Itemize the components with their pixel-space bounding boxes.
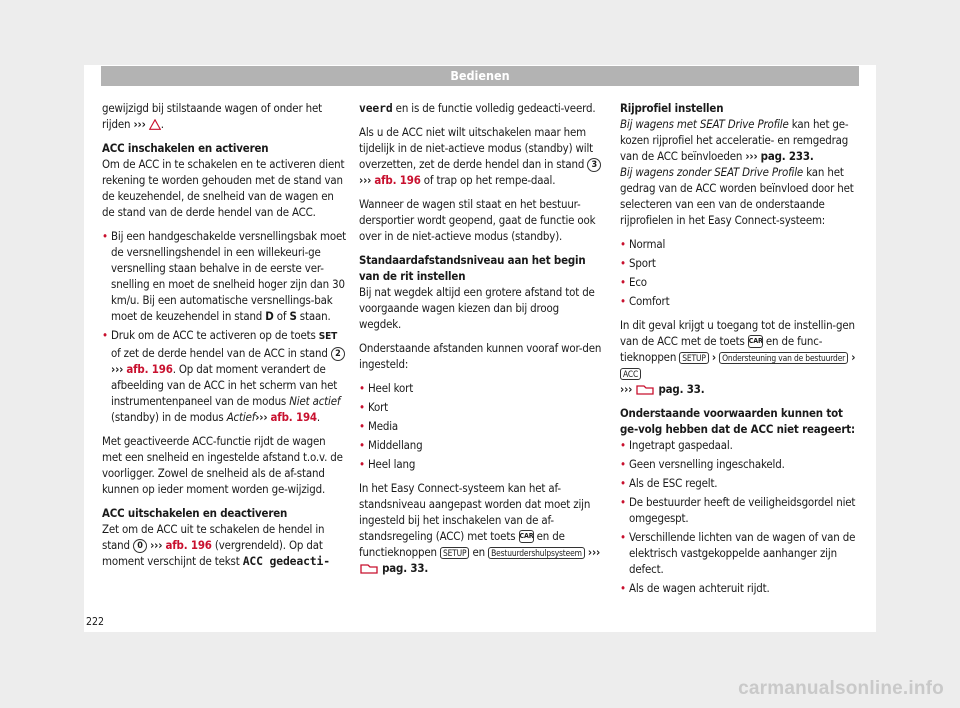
setup-key: SETUP: [440, 547, 469, 559]
arrow-icon: ›››: [150, 538, 163, 552]
gear-letter: D: [265, 309, 274, 323]
text: In dit geval krijgt u toegang tot de instellin-gen van de ACC met de toets: [620, 318, 855, 348]
text: Als u de ACC niet wilt uitschakelen maar hem tijdelijk in de niet-actieve modus (standby) wilt overzetten, zet de derde hendel dan in stand: [359, 125, 594, 171]
figure-link[interactable]: afb. 196: [126, 362, 173, 376]
column-1: [102, 100, 346, 577]
bullet-icon: •: [620, 237, 626, 251]
book-icon: [635, 383, 655, 397]
bullet-icon: •: [620, 530, 626, 544]
text: Normal: [629, 237, 666, 251]
paragraph: [359, 480, 603, 576]
list-item: [620, 456, 863, 472]
arrow-icon: ›››: [620, 382, 633, 396]
figure-link[interactable]: afb. 196: [165, 538, 212, 552]
text: of: [276, 309, 287, 323]
list-item: [620, 255, 863, 271]
arrow-icon: ›››: [745, 149, 758, 163]
watermark: carmanualsonline.info: [738, 678, 944, 699]
text: Kort: [368, 400, 389, 414]
column-2: [359, 100, 603, 584]
display-text: ACC gedeacti-: [242, 554, 330, 568]
text: Geen versnelling ingeschakeld.: [629, 457, 785, 471]
chevron-right-icon: ›: [711, 350, 716, 364]
list-item: [359, 437, 603, 453]
bullet-icon: •: [620, 294, 626, 308]
arrow-icon: ›››: [111, 362, 124, 376]
bullet-icon: •: [359, 381, 365, 395]
text: Verschillende lichten van de wagen of van de elektrisch vastgekoppelde aanhanger zijn defect.: [629, 530, 856, 576]
mode-name: Niet actief: [289, 394, 341, 408]
list-item: [620, 437, 863, 453]
position-number: 3: [587, 158, 601, 172]
bullet-icon: •: [359, 438, 365, 452]
bullet-icon: •: [620, 476, 626, 490]
bullet-icon: •: [620, 581, 626, 595]
text: Middellang: [368, 438, 423, 452]
text: Als de ESC regelt.: [629, 476, 718, 490]
text: (standby) in de modus: [111, 410, 224, 424]
paragraph: [620, 317, 863, 397]
heading: Standaardafstandsniveau aan het begin van de rit instellen: [359, 253, 586, 283]
text: of trap op het rempe-daal.: [423, 173, 556, 187]
text: . Op dat moment verandert de afbeelding van de ACC in het scherm van het instrumentenpaneel van de modus: [111, 362, 338, 408]
text: gewijzigd bij stilstaande wagen of onder het rijden: [102, 101, 322, 131]
book-icon: [359, 562, 379, 576]
list-item: [359, 418, 603, 434]
bullet-icon: •: [102, 328, 108, 342]
page-link[interactable]: pag. 233.: [760, 149, 814, 163]
text: kan het ge-kozen rijprofiel het acceleratie- en remgedrag van de ACC beïnvloeden: [620, 117, 849, 163]
paragraph: Om de ACC in te schakelen en te activeren dient rekening te worden gehouden met de stand van de keuzehendel, de snelheid van de wagen en de stand van de derde hendel van de ACC.: [102, 157, 345, 219]
text: Bij wagens met SEAT Drive Profile: [620, 117, 789, 131]
list-item: [620, 580, 863, 596]
text: en is de functie volledig gedeacti-veerd.: [395, 101, 596, 115]
text: Zet om de ACC uit te schakelen de hendel in stand: [102, 522, 325, 552]
text: kan het gedrag van de ACC worden beïnvloed door het selecteren van een van de onderstaande rijprofielen in het Easy Connect-systeem:: [620, 165, 854, 227]
paragraph: gewijzigd bij stilstaande wagen of onder het rijden ››› .: [102, 101, 322, 131]
list-item: [620, 475, 863, 491]
text: staan.: [299, 309, 331, 323]
list-item: [620, 236, 863, 252]
warning-icon: [149, 119, 161, 130]
bullet-icon: •: [102, 229, 108, 243]
text: Heel lang: [368, 457, 416, 471]
page-link[interactable]: pag. 33.: [658, 382, 705, 396]
position-number: 0: [133, 539, 147, 553]
text: en de functieknoppen: [359, 529, 565, 559]
heading: ACC uitschakelen en deactiveren: [102, 506, 288, 520]
list-item: [620, 494, 863, 526]
text: Bij een handgeschakelde versnellingsbak moet de versnellingshendel in een willekeuri-ge versnelling staan behalve in de eerste ver-snelling en moet de snelheid hoger zijn dan 30 km/u. Bij een automatische versnellings-bak moet de keuzehendel in stand: [111, 229, 346, 323]
figure-link[interactable]: afb. 196: [374, 173, 421, 187]
text: Heel kort: [368, 381, 414, 395]
position-number: 2: [331, 347, 345, 361]
heading: ACC inschakelen en activeren: [102, 141, 269, 155]
text: Comfort: [629, 294, 670, 308]
paragraph: [359, 100, 603, 116]
heading: Rijprofiel instellen: [620, 101, 724, 115]
list-item: [359, 380, 603, 396]
set-key-icon: SET: [318, 331, 338, 342]
arrow-icon: ›››: [587, 545, 601, 559]
page-number: 222: [86, 616, 105, 628]
text: (vergrendeld). Op dat moment verschijnt de tekst: [102, 538, 323, 568]
paragraph: [620, 164, 863, 228]
arrow-icon: ›››: [359, 173, 372, 187]
text: Als de wagen achteruit rijdt.: [629, 581, 770, 595]
bullet-icon: •: [359, 419, 365, 433]
text: en: [472, 545, 486, 559]
display-text: veerd: [359, 101, 393, 115]
paragraph: Met geactiveerde ACC-functie rijdt de wagen met een snelheid en ingestelde afstand t.o.v. de voorligger. Zowel de snelheid als de af-stand kunnen op ieder moment worden ge-wijzigd.: [102, 434, 343, 496]
gear-letter: S: [289, 309, 297, 323]
bullet-icon: •: [620, 495, 626, 509]
text: Bij wagens zonder SEAT Drive Profile: [620, 165, 804, 179]
car-key-icon: CAR: [748, 335, 763, 348]
column-3: [620, 100, 863, 599]
text: Sport: [629, 256, 656, 270]
setup-key: SETUP: [679, 352, 708, 364]
list-item: [359, 399, 603, 415]
text: en de func-tieknoppen: [620, 334, 823, 364]
arrow-icon: ›››: [133, 117, 146, 131]
paragraph: Onderstaande afstanden kunnen vooraf wor-den ingesteld:: [359, 341, 602, 371]
bullet-icon: •: [620, 275, 626, 289]
paragraph: Wanneer de wagen stil staat en het bestuur-dersportier wordt geopend, gaat de functie ook over in de niet-actieve modus (standby).: [359, 197, 596, 243]
paragraph: [359, 124, 603, 188]
car-key-icon: CAR: [519, 530, 534, 543]
page-link[interactable]: pag. 33.: [382, 561, 429, 575]
bullet-icon: •: [359, 457, 365, 471]
section-header: Bedienen: [101, 66, 859, 86]
driver-support-key: Ondersteuning van de bestuurder: [719, 352, 848, 364]
list-item: [102, 228, 346, 324]
text: of zet de derde hendel van de ACC in stand: [111, 346, 328, 360]
list-item: [359, 456, 603, 472]
list-item: • Druk om de ACC te activeren op de toets SET of zet de derde hendel van de ACC in stand 2 ››› afb. 196. Op dat moment verandert de afbeelding van de ACC in het scherm van het instrumentenpaneel van de modus Niet actief (standby) in de modus Actief››› afb. 194.: [102, 327, 346, 425]
list-item: [620, 293, 863, 309]
bullet-icon: •: [620, 438, 626, 452]
paragraph: [102, 521, 346, 569]
mode-name: Actief: [226, 410, 256, 424]
text: In het Easy Connect-systeem kan het af-standsniveau aangepast worden dat moet zijn ingesteld bij het inschakelen van de af-standsregeling (ACC) met toets: [359, 481, 591, 543]
text: Media: [368, 419, 399, 433]
figure-link[interactable]: afb. 194: [270, 410, 317, 424]
driver-assist-key: Bestuurdershulpsysteem: [488, 547, 585, 559]
list-item: [620, 529, 863, 577]
chevron-right-icon: ›: [851, 350, 856, 364]
bullet-icon: •: [620, 256, 626, 270]
list-item: [620, 274, 863, 290]
paragraph: Bij nat wegdek altijd een grotere afstand tot de voorgaande wagen kiezen dan bij droog wegdek.: [359, 285, 595, 331]
text: Druk om de ACC te activeren op de toets: [111, 328, 316, 342]
bullet-icon: •: [359, 400, 365, 414]
text: Eco: [629, 275, 647, 289]
text: Ingetrapt gaspedaal.: [629, 438, 733, 452]
heading: Onderstaande voorwaarden kunnen tot ge-volg hebben dat de ACC niet reageert:: [620, 406, 855, 436]
bullet-icon: •: [620, 457, 626, 471]
text: De bestuurder heeft de veiligheidsgordel niet omgegespt.: [629, 495, 856, 525]
arrow-icon: ›››: [255, 410, 268, 424]
paragraph: [620, 116, 863, 164]
acc-key: ACC: [620, 368, 641, 380]
